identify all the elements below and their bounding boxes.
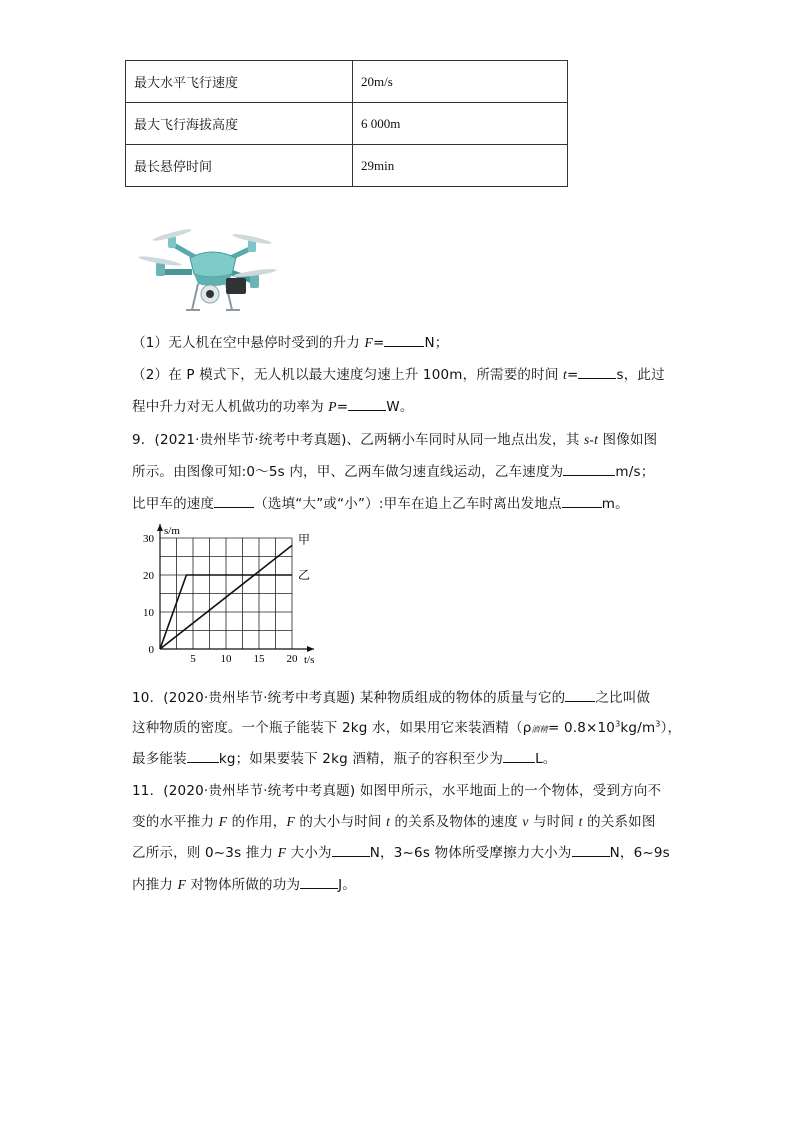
answer-blank[interactable]: [187, 750, 219, 763]
table-cell: 最大水平飞行速度: [126, 61, 353, 103]
table-row: [126, 145, 568, 187]
y-tick-label: 0: [148, 644, 154, 656]
text: =: [566, 367, 579, 383]
variable: P: [328, 399, 337, 414]
answer-blank[interactable]: [578, 366, 616, 379]
text: s，此过: [616, 367, 665, 383]
answer-blank[interactable]: [384, 334, 424, 347]
text: 之比叫做: [595, 690, 651, 706]
question-11-line-2: [132, 810, 656, 830]
text: 这种物质的密度。一个瓶子能装下 2kg 水，如果用它来装酒精（ρ: [132, 720, 532, 736]
subscript: 酒精: [531, 725, 548, 734]
text: kg/m: [620, 720, 656, 736]
text: =: [372, 335, 385, 351]
text: 乙所示，则 0~3s 推力: [132, 845, 278, 861]
s-t-graph: [128, 518, 328, 670]
y-tick-label: 10: [143, 607, 154, 619]
text: 比甲车的速度: [132, 496, 215, 512]
superscript: 3: [655, 719, 661, 729]
variable: F: [218, 814, 228, 829]
superscript: 3: [615, 719, 621, 729]
text: =: [336, 399, 349, 415]
text: 程中升力对无人机做功的功率为: [132, 399, 329, 415]
text: 所示。由图像可知:0～5s 内，甲、乙两车做匀速直线运动，乙车速度为: [132, 464, 564, 480]
text: N；: [424, 335, 449, 351]
answer-blank[interactable]: [563, 463, 615, 476]
table-cell: 20m/s: [353, 61, 568, 103]
text: = 0.8×10: [547, 720, 616, 736]
question-11-line-1: [132, 779, 661, 799]
text: kg；如果要装下 2kg 酒精，瓶子的容积至少为: [218, 751, 504, 767]
x-tick-label: 15: [253, 653, 265, 665]
table-cell: 29min: [353, 145, 568, 187]
question-8-part-2-cont: [132, 395, 414, 415]
text: 的关系及物体的速度: [390, 814, 523, 830]
text: m。: [601, 496, 629, 512]
answer-blank[interactable]: [300, 876, 338, 889]
variable: t: [578, 814, 583, 829]
text: 11．(2020·贵州毕节·统考中考真题) 如图甲所示，水平地面上的一个物体，受到方向不: [132, 783, 662, 799]
question-8-part-1: [132, 331, 448, 351]
text: （选填“大”或“小”）:甲车在追上乙车时离出发地点: [254, 496, 562, 512]
table-row: [126, 103, 568, 145]
answer-blank[interactable]: [332, 844, 370, 857]
variable: t: [386, 814, 391, 829]
text: 与时间: [528, 814, 579, 830]
answer-blank[interactable]: [214, 495, 254, 508]
text: N，6~9s: [609, 845, 670, 861]
table-cell: 6 000m: [353, 103, 568, 145]
text: 变的水平推力: [132, 814, 219, 830]
text: 大小为: [286, 845, 332, 861]
x-axis-label: t/s: [304, 654, 315, 666]
question-10-line-2: [132, 716, 681, 736]
answer-blank[interactable]: [348, 398, 386, 411]
drone-spec-table: [125, 60, 568, 187]
answer-blank[interactable]: [572, 844, 610, 857]
x-tick-label: 10: [220, 653, 232, 665]
table-cell: 最大飞行海拔高度: [126, 103, 353, 145]
x-tick-label: 20: [286, 653, 298, 665]
text: 的大小与时间: [294, 814, 387, 830]
text: （1）无人机在空中悬停时受到的升力: [132, 335, 365, 351]
answer-blank[interactable]: [503, 750, 535, 763]
question-9-line-3: [132, 492, 629, 512]
series-label: 乙: [298, 568, 311, 582]
y-axis-arrow: [157, 524, 163, 531]
variable: t: [563, 367, 567, 382]
text: 对物体所做的功为: [186, 877, 301, 893]
table-cell: 最长悬停时间: [126, 145, 353, 187]
question-10-line-3: [132, 747, 556, 767]
variable: s-t: [583, 432, 599, 447]
question-10-line-1: [132, 686, 650, 706]
question-11-line-3: [132, 841, 670, 861]
drone-illustration: [130, 218, 290, 318]
series-label: 甲: [298, 532, 311, 547]
answer-blank[interactable]: [562, 495, 602, 508]
variable: v: [522, 814, 529, 829]
variable: F: [286, 814, 295, 829]
text: 的关系如图: [582, 814, 656, 830]
text: （2）在 P 模式下，无人机以最大速度匀速上升 100m，所需要的时间: [132, 367, 564, 383]
x-axis-arrow: [307, 646, 314, 652]
text: W。: [386, 399, 414, 415]
text: 内推力: [132, 877, 178, 893]
y-tick-label: 30: [143, 533, 154, 545]
question-9-line-1: [132, 428, 657, 448]
text: 最多能装: [132, 751, 187, 767]
text: 图像如图: [598, 432, 658, 448]
question-8-part-2: [132, 363, 665, 383]
text: m/s；: [615, 464, 655, 480]
variable: F: [177, 877, 187, 892]
question-11-line-4: [132, 873, 356, 893]
text: ），: [660, 720, 682, 736]
text: L。: [535, 751, 557, 767]
variable: F: [277, 845, 287, 860]
answer-blank[interactable]: [565, 689, 595, 702]
question-9-line-2: [132, 460, 654, 480]
y-tick-label: 20: [143, 570, 154, 582]
variable: F: [364, 335, 373, 350]
table-row: [126, 61, 568, 103]
text: J。: [338, 877, 357, 893]
text: 的作用，: [227, 814, 287, 830]
x-tick-label: 5: [190, 653, 196, 665]
y-axis-label: s/m: [164, 525, 180, 537]
text: N，3~6s 物体所受摩擦力大小为: [369, 845, 572, 861]
text: 10．(2020·贵州毕节·统考中考真题) 某种物质组成的物体的质量与它的: [132, 690, 566, 706]
text: 9．(2021·贵州毕节·统考中考真题)、乙两辆小车同时从同一地点出发，其: [132, 432, 584, 448]
